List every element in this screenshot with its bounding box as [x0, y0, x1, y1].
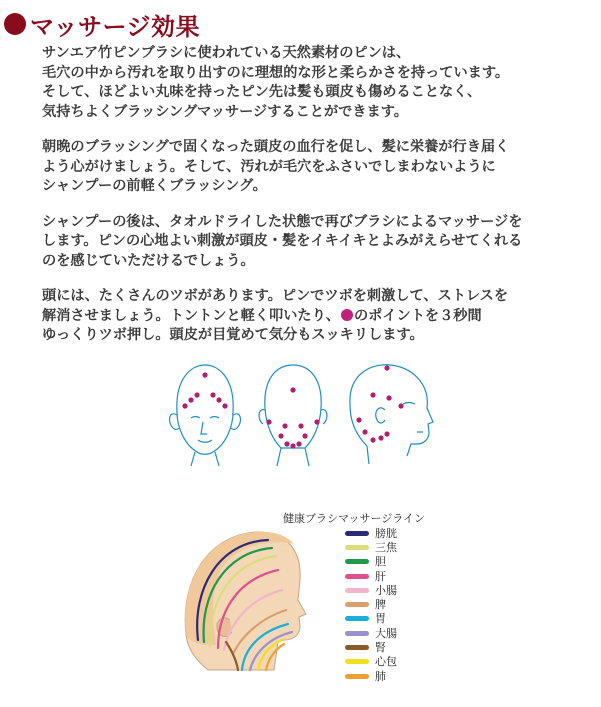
text-line [42, 307, 592, 327]
pressure-point-dots [182, 365, 403, 448]
head-pressure-points-diagram [155, 360, 445, 470]
text-line: シャンプーの後は、タオルドライした状態で再びブラシによるマッサージを [42, 213, 523, 230]
legend-label: 小腸 [375, 583, 397, 597]
legend-swatch [345, 616, 369, 621]
legend-label: 膀胱 [375, 526, 397, 540]
pink-dot-icon [341, 309, 353, 321]
back-head-illustration [259, 365, 327, 466]
meridian-legend [345, 526, 397, 683]
text-line: 気持ちよくブラッシングマッサージすることができます。 [42, 103, 408, 120]
text-line: よう心がけましょう。そして、汚れが毛穴をふさいでしまわないように [42, 158, 496, 175]
legend-label: 胃 [375, 612, 386, 626]
legend-label: 心包 [375, 655, 397, 669]
text-line: 頭には、たくさんのツボがあります。ピンでツボを刺激して、ストレスを [42, 288, 509, 304]
legend-item [345, 583, 397, 597]
legend-item [345, 597, 397, 611]
legend-item [345, 640, 397, 654]
legend-swatch [345, 531, 369, 536]
paragraph [42, 138, 592, 197]
legend-swatch [345, 545, 369, 550]
paragraph [42, 44, 592, 122]
legend-label: 胆 [375, 555, 386, 569]
legend-swatch [345, 602, 369, 607]
legend-item [345, 569, 397, 583]
legend-swatch [345, 631, 369, 636]
text-line: そして、ほどよい丸味を持ったピン先は髪も頭皮も傷めることなく、 [42, 84, 482, 100]
legend-swatch [345, 574, 369, 579]
legend-item [345, 626, 397, 640]
legend-label: 脾 [375, 598, 386, 612]
bullet-icon [4, 13, 26, 35]
legend-item [345, 655, 397, 669]
legend-item [345, 612, 397, 626]
legend-item [345, 669, 397, 683]
legend-swatch [345, 588, 369, 593]
text-line: のを感じていただけるでしょう。 [42, 252, 255, 269]
text-line: サンエア竹ピンブラシに使われている天然素材のピンは、 [42, 45, 411, 61]
legend-item [345, 555, 397, 569]
text-segment: 解消させましょう。トントンと軽く叩いたり、 [42, 307, 340, 324]
meridian-head-illustration [178, 520, 308, 700]
text-line: します。ピンの心地よい刺激が頭皮・髪をイキイキとよみがえらせてくれる [42, 233, 523, 249]
legend-label: 大腸 [375, 626, 397, 640]
text-line: ゆっくりツボ押し。頭皮が目覚めて気分もスッキリします。 [42, 327, 424, 343]
text-line: シャンプーの前軽くブラッシング。 [42, 178, 267, 194]
front-head-illustration [170, 365, 241, 466]
legend-label: 三焦 [375, 540, 397, 554]
paragraph [42, 213, 592, 272]
paragraph [42, 287, 592, 346]
legend-label: 肝 [375, 569, 386, 583]
text-line: 朝晩のブラッシングで固くなった頭皮の血行を促し、髪に栄養が行き届く [42, 139, 510, 155]
text-line: 毛穴の中から汚れを取り出すのに理想的な形と柔らかさを持っています。 [42, 64, 510, 81]
legend-item [345, 526, 397, 540]
page-title: マッサージ効果 [30, 12, 201, 41]
text-segment: のポイントを３秒間 [353, 307, 482, 324]
side-head-illustration [350, 365, 433, 464]
section-header [4, 6, 200, 42]
legend-swatch [345, 659, 369, 664]
legend-swatch [345, 674, 369, 679]
legend-title: 健康ブラシマッサージライン [283, 512, 426, 525]
legend-swatch [345, 645, 369, 650]
legend-label: 肺 [375, 669, 386, 683]
legend-item [345, 540, 397, 554]
legend-label: 腎 [375, 641, 386, 655]
body-text [42, 44, 592, 362]
legend-swatch [345, 559, 369, 564]
